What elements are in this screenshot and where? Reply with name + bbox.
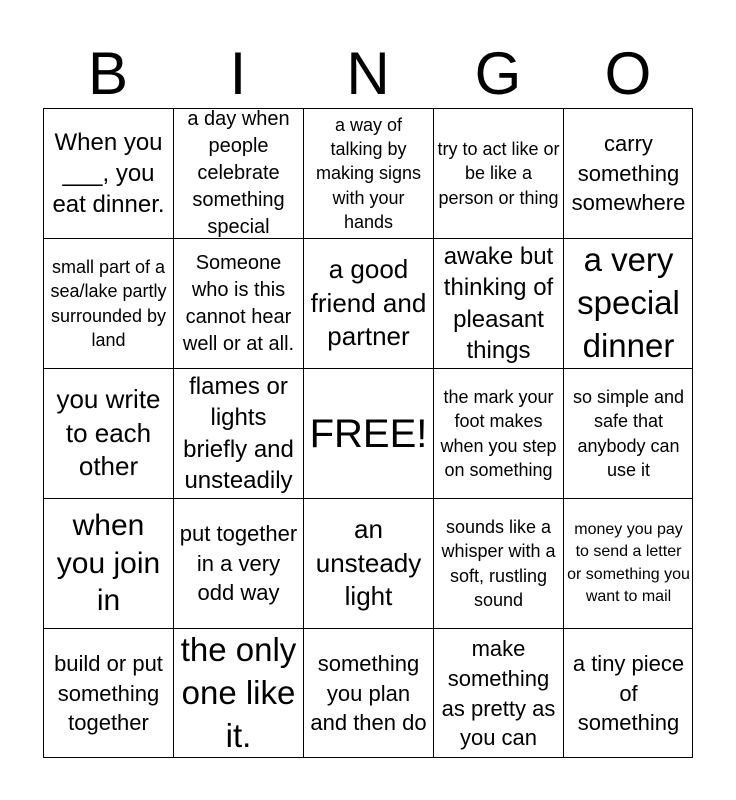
bingo-cell[interactable]: build or put something together [43,628,173,758]
bingo-cell[interactable]: When you ___, you eat dinner. [43,108,173,238]
bingo-header [43,40,693,108]
header-letter-n: N [346,40,390,107]
bingo-cell[interactable]: awake but thinking of pleasant things [433,238,563,368]
bingo-cell-free[interactable]: FREE! [303,368,433,498]
bingo-cell[interactable]: carry something somewhere [563,108,693,238]
bingo-cell[interactable]: a very special dinner [563,238,693,368]
bingo-cell[interactable]: something you plan and then do [303,628,433,758]
bingo-cell[interactable]: put together in a very odd way [173,498,303,628]
bingo-cell[interactable]: a day when people celebrate something special [173,108,303,238]
bingo-board [43,108,693,758]
bingo-cell[interactable]: small part of a sea/lake partly surrounded by land [43,238,173,368]
header-letter-o: O [604,40,652,107]
bingo-cell[interactable]: you write to each other [43,368,173,498]
bingo-cell[interactable]: when you join in [43,498,173,628]
bingo-cell[interactable]: an unsteady light [303,498,433,628]
bingo-cell[interactable]: Someone who is this cannot hear well or at all. [173,238,303,368]
bingo-cell[interactable]: make something as pretty as you can [433,628,563,758]
bingo-cell[interactable]: money you pay to send a letter or something you want to mail [563,498,693,628]
bingo-cell[interactable]: so simple and safe that anybody can use it [563,368,693,498]
bingo-cell[interactable]: the mark your foot makes when you step on something [433,368,563,498]
bingo-cell[interactable]: a good friend and partner [303,238,433,368]
bingo-cell[interactable]: sounds like a whisper with a soft, rustling sound [433,498,563,628]
bingo-cell[interactable]: the only one like it. [173,628,303,758]
bingo-cell[interactable]: a tiny piece of something [563,628,693,758]
bingo-cell[interactable]: try to act like or be like a person or thing [433,108,563,238]
header-letter-g: G [474,40,522,107]
bingo-cell[interactable]: flames or lights briefly and unsteadily [173,368,303,498]
header-letter-i: I [229,40,247,107]
header-letter-b: B [87,40,129,107]
bingo-cell[interactable]: a way of talking by making signs with your hands [303,108,433,238]
